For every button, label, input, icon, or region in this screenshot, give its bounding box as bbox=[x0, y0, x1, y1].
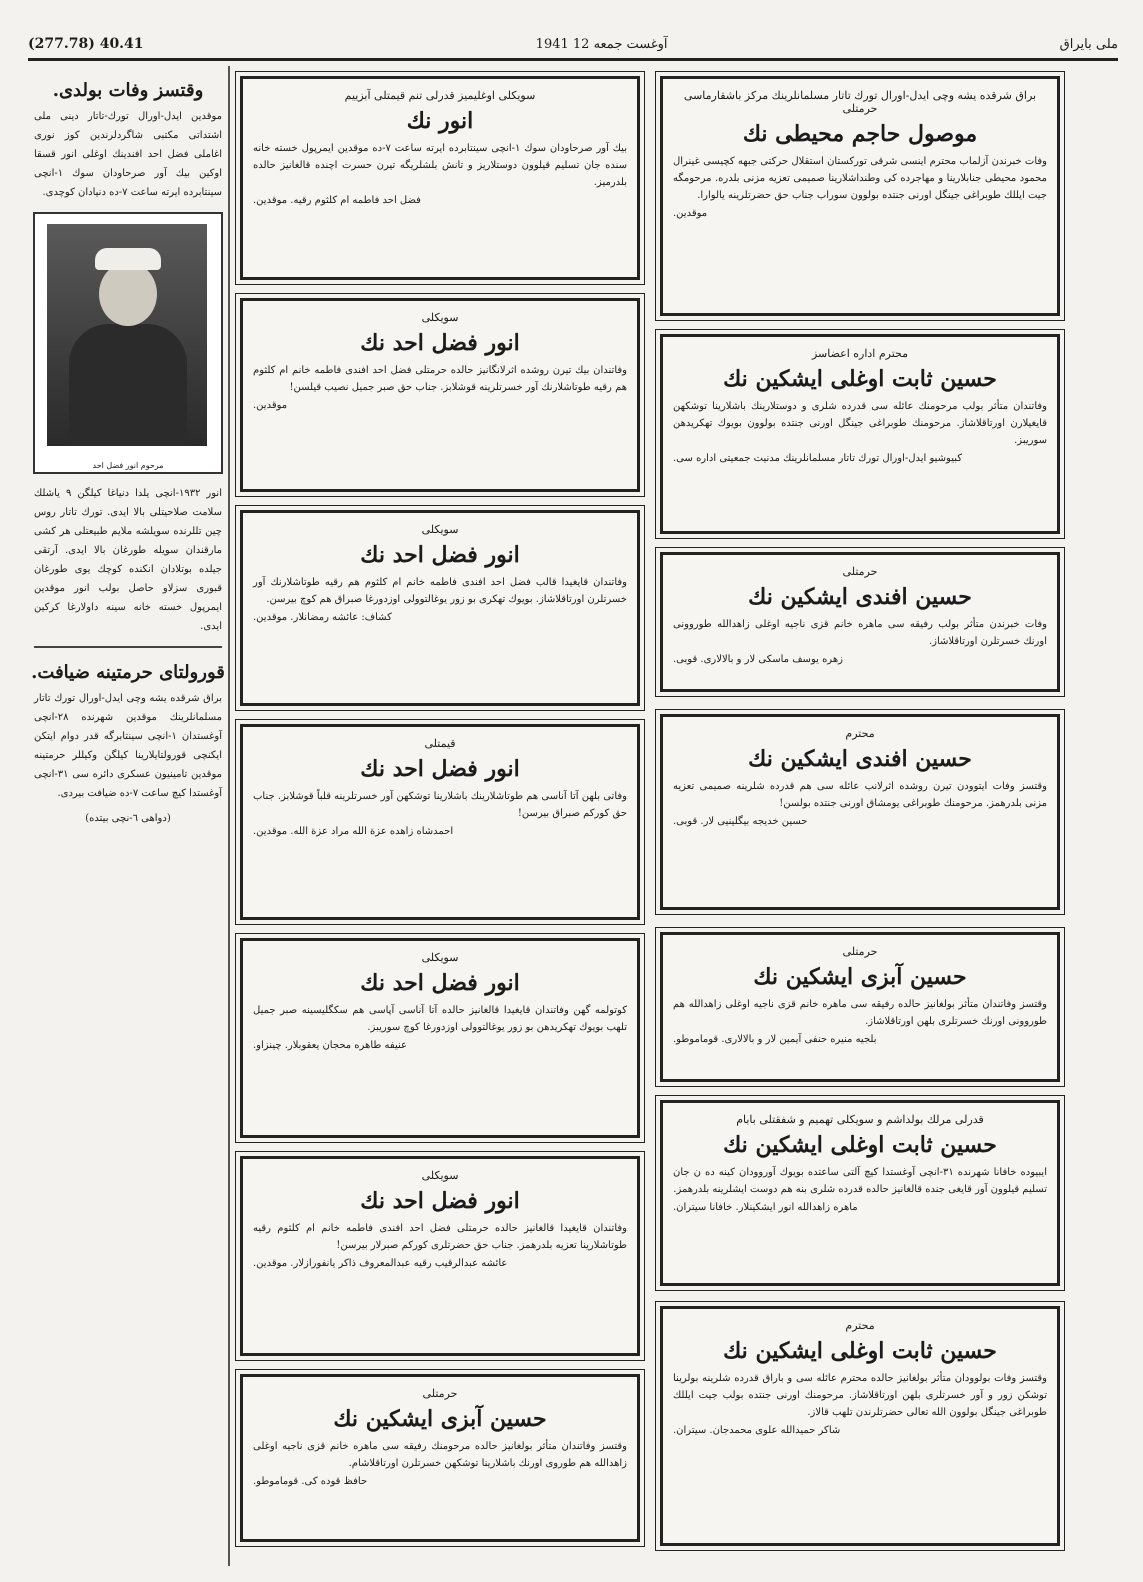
box-signature: كبيوشيو ايدل-اورال تورك تاتار مسلمانلرينك مدنيت جمعيتى اداره سى. bbox=[673, 453, 963, 464]
condolence-box bbox=[240, 938, 640, 1138]
masthead bbox=[28, 30, 1118, 61]
condolence-box bbox=[660, 1100, 1060, 1286]
box-signature: فضل احد فاطمه ام كلثوم رقيه. موقدين. bbox=[253, 195, 421, 206]
photo-face bbox=[99, 262, 157, 326]
condolence-box bbox=[660, 334, 1060, 534]
box-body: وفاتندان قايغيدا قالغانيز حالده حرمتلى فضل احد افندى فاطمه خانم ام كلثوم رقيه طوتاشلارينا تعزيه بلدرهمز. جناب حق حضرتلرى كوركم صبرلار بيرسن! bbox=[253, 1223, 627, 1251]
newspaper-name: ملى بايراق bbox=[1059, 36, 1118, 52]
condolence-box bbox=[240, 1374, 640, 1542]
biography-text: انور ١٩٣٢-انچى يلدا دنياغا كيلگن ٩ ياشلك سلامت صلاحيتلى بالا ايدى. تورك تاتار روس چين تللرنده سويلشه ملايم طبيعتلى هر كشى مارقندان سويله طورغان بالا ايدى. آرتقى جيلده بوتلادان انكنده كوچك يوى طورغان قبورى سزلاو حاصل بولب انور موقدين ايمرپول خسته خانه سينه داولارغا كركين ايدى. bbox=[34, 488, 222, 632]
box-body: وفاتندان متأثر بولب مرحومنك عائله سى قدرده شلرى و دوستلارينك باشلارينا توشكهن قايغيلارن اورتاقلاشاز. مرحومنك طوبراغى جينگل اورنى جنتده بولوون بويوك تهكريدهن سوريبز. bbox=[673, 401, 1047, 446]
condolence-box bbox=[240, 76, 640, 280]
box-intro: سويكلى bbox=[421, 311, 459, 324]
box-name: حسين افندى ايشكين نك bbox=[748, 584, 972, 610]
condolence-box bbox=[240, 724, 640, 920]
banquet-headline: قورولتاى حرمتينه ضيافت. bbox=[31, 662, 225, 683]
left-column bbox=[28, 66, 230, 1566]
obituary-text: موقدين ايدل-اورال تورك-تاتار دينى ملى اشتداتى مكتبى شاگردلرندين كوز نورى اغاملى فضل احد افندينك اوغلى انور قسقا اوكين بيك آور صرحاودان سوك ١-انچى سينتابرده ايرته ساعت ٧-ده دنيادان كوچدى. bbox=[34, 111, 222, 198]
condolence-box bbox=[660, 552, 1060, 692]
issue-date: 1941 12 آوغست جمعه bbox=[535, 36, 668, 52]
box-name: حسين ثابت اوغلى ايشكين نك bbox=[723, 1132, 997, 1158]
condolence-box bbox=[660, 714, 1060, 910]
box-intro: سويكلى اوغليميز قدرلى تنم قيمتلى آبزييم bbox=[344, 89, 536, 102]
box-intro: براق شرقده يشه وچى ايدل-اورال تورك تاتار مسلمانلرينك مركز باشقارماسى حرمتلى bbox=[683, 89, 1037, 115]
box-body: بيك آور صرحاودان سوك ١-انچى سينتابرده ايرته ساعت ٧-ده موقدين ايمرپول خسته خانه سنده جان تسليم قيلوون دوستلاريز و تانش بلشلريگه تيرن حسرت اچنده قالغانيز حالده بلدرميز. bbox=[253, 143, 627, 188]
box-signature: احمدشاه زاهده عزة الله مراد عزة الله. موقدين. bbox=[253, 826, 454, 837]
condolence-box bbox=[660, 932, 1060, 1082]
box-body: ايبيوده خافانا شهرنده ٣١-انچى آوغستدا كيچ آلتى ساعتده بويوك آوروودان كينه ده ن جان تسليم قيلوون آور قايغى جنده قالغانيز حالده قدرده شلرى بنه هم دوست ايشلرينه بلدرهمز. bbox=[673, 1167, 1047, 1195]
column-divider bbox=[34, 646, 222, 648]
condolence-box bbox=[240, 298, 640, 492]
obituary-headline: وقتسز وفات بولدى. bbox=[52, 80, 204, 101]
condolence-box bbox=[240, 1156, 640, 1356]
box-intro: قيمتلى bbox=[424, 737, 456, 750]
box-intro: حرمتلى bbox=[842, 945, 878, 958]
photo-figure bbox=[69, 324, 187, 446]
box-signature: كشاف: عائشه رمضانلار. موقدين. bbox=[253, 612, 392, 623]
box-name: انور فضل احد نك bbox=[360, 970, 520, 996]
box-intro: سويكلى bbox=[421, 951, 459, 964]
box-signature: حسين خديجه بيگلينيى لار. قوبى. bbox=[673, 816, 808, 827]
box-signature: شاكر حميدالله علوى محمدجان. سيتران. bbox=[673, 1425, 841, 1436]
box-body: وفات خبرندن متأثر بولب رفيقه سى ماهره خانم قزى ناجيه اوغلى زاهدالله طوروونى اورنك خسرتلرن اورتاقلاشاز. bbox=[673, 619, 1047, 647]
box-signature: عائشه عبدالرقيب رقيه عبدالمعروف ذاكر يانفورازلار. موقدين. bbox=[253, 1258, 508, 1269]
box-name: حسين ثابت اوغلى ايشكين نك bbox=[723, 1338, 997, 1364]
box-signature: زهره يوسف ماسكى لار و بالالارى. قوبى. bbox=[673, 654, 843, 665]
box-signature: موقدين. bbox=[673, 208, 708, 219]
box-body: وفات خبرندن آزلماب محترم اينسى شرقى توركستان استقلال حركتى جبهه كچيسى غينرال محمود محيطى جنابلارينا و مهاجرده كى وطنداشلارينا صميمى تعزيه مزنى بلدره. مرحومگه جيت ايللك طوبراغى جينگل اورنى جنتده بولوون سوراب جناب حق حضرتلرينه يالوارا. bbox=[673, 156, 1047, 201]
condolence-box bbox=[660, 1306, 1060, 1546]
box-intro: قدرلى مرلك بولداشم و سويكلى تهميم و شفقتلى بابام bbox=[736, 1113, 984, 1126]
box-intro: محترم bbox=[845, 727, 875, 740]
box-body: وقتسز وفات بولوودان متأثر بولغانيز حالده محترم عائله سى و باراق قدرده شلرينه بولرينا توشكن زور و آور خسرتلرى بلهن اورتاقلاشاز. مرحومنك اورنى جنتده بولب جيت ايللك طوبراغى جينگل بولوون الله تعالى حضرتلرندن تلهب قالاز. bbox=[673, 1373, 1047, 1418]
box-body: كوتولمه گهن وفاتندان قايغيدا قالغانيز حالده آتا آناسى آپاسى هم سكگليسينه صبر جميل تلهب بويوك تهكريدهن بو زور يوغالتوولى اوزدورغا كوچ سوريبز. bbox=[253, 1005, 627, 1033]
box-name: انور فضل احد نك bbox=[360, 542, 520, 568]
box-name: انور فضل احد نك bbox=[360, 330, 520, 356]
banquet-text: براق شرقده يشه وچى ايدل-اورال تورك تاتار مسلمانلرينك موقدين شهرنده ٢٨-انچى آوغستدان ١-انچى سينتابرگه قدر دوام ايتكن ايكنچى قورولتايلارينا كيلگن وكيللر حرمتينه موقدين تامينيون عسكرى دائره سى ٣١-انچى آوغستدا كيچ ساعت ٧-ده ضيافت بيردى. bbox=[34, 693, 223, 799]
box-body: وفاتندان قايغيدا قالب فضل احد افندى فاطمه خانم ام كلثوم هم رقيه طوتاشلارنك آور خسرتلرن اورتاقلاشاز. بويوك تهكرى بو زور يوغالتوولى اوزدورغا صبراق هم كوچ بيرسن. bbox=[253, 577, 627, 605]
condolence-box bbox=[240, 510, 640, 706]
box-signature: بلجيه منيره حنفى آيمين لار و بالالارى. قوماموطو. bbox=[673, 1034, 877, 1045]
photo-cap bbox=[95, 248, 161, 270]
box-signature: حافظ قوده كى. قوماموطو. bbox=[253, 1476, 368, 1487]
box-name: انور فضل احد نك bbox=[360, 756, 520, 782]
box-name: حسين ثابت اوغلى ايشكين نك bbox=[723, 366, 997, 392]
box-body: وفاتى بلهن آتا آناسى هم طوتاشلارينك باشلارينا توشكهن آور خسرتلرينه قلباً قوشلابز. جناب حق كوركم صبراق بيرسن! bbox=[253, 791, 627, 819]
box-intro: حرمتلى bbox=[422, 1387, 458, 1400]
box-name: انور نك bbox=[406, 108, 474, 134]
continued-note: (دواهى ٦-نچى بيتده) bbox=[85, 813, 171, 824]
box-signature: موقدين. bbox=[253, 400, 288, 411]
box-signature: ماهره زاهدالله انور ايشكينلار. خافانا سيتران. bbox=[673, 1202, 858, 1213]
box-body: وقتسز وفاتندان متأثر بولغانيز حالده رفيقه سى ماهره خانم قزى ناجيه اوغلى زاهدالله هم طوروونى اورنك خسرتلرى بلهن اورتاقلاشاز. bbox=[673, 999, 1047, 1027]
box-intro: محترم اداره اعضاسز bbox=[811, 347, 909, 360]
condolence-box bbox=[660, 76, 1060, 316]
box-name: موصول حاجم محيطى نك bbox=[742, 121, 978, 147]
box-name: حسين آبزى ايشكين نك bbox=[753, 964, 967, 990]
box-body: وقتسز وفات ايتوودن تيرن روشده اثرلانب عائله سى هم قدرده شلرينه صميمى تعزيه مزنى بلدرهمز. مرحومنك طوبراغى يومشاق اورنى جنتده بولسن! bbox=[673, 781, 1047, 809]
issue-number: (277.78) 40.41 bbox=[28, 36, 144, 52]
box-signature: عنيفه طاهره محجان يعقوبلار. چينزاو. bbox=[253, 1040, 407, 1051]
box-name: حسين افندى ايشكين نك bbox=[748, 746, 972, 772]
box-name: انور فضل احد نك bbox=[360, 1188, 520, 1214]
photo-caption: مرحوم انور فضل احد bbox=[92, 461, 164, 470]
box-body: وقتسز وفاتندان متأثر بولغانيز حالده مرحومنك رفيقه سى ماهره خانم قزى ناجيه اوغلى زاهدالله هم طوروى اورنك باشلارينا توشكهن خسرتلرن اورتاقلاشام. bbox=[253, 1441, 627, 1469]
portrait-photo bbox=[33, 212, 223, 474]
box-body: وفاتندان بيك تيرن روشده اثرلانگانيز حالده حرمتلى فضل احد افندى فاطمه خانم ام كلثوم هم رقيه طوتاشلارنك آور خسرتلرينه قوشلابز. جناب حق صبر جميل نصيب قيلسن! bbox=[253, 365, 627, 393]
box-intro: سويكلى bbox=[421, 523, 459, 536]
photo-background bbox=[47, 224, 207, 446]
box-intro: محترم bbox=[845, 1319, 875, 1332]
box-name: حسين آبزى ايشكين نك bbox=[333, 1406, 547, 1432]
box-intro: سويكلى bbox=[421, 1169, 459, 1182]
box-intro: حرمتلى bbox=[842, 565, 878, 578]
